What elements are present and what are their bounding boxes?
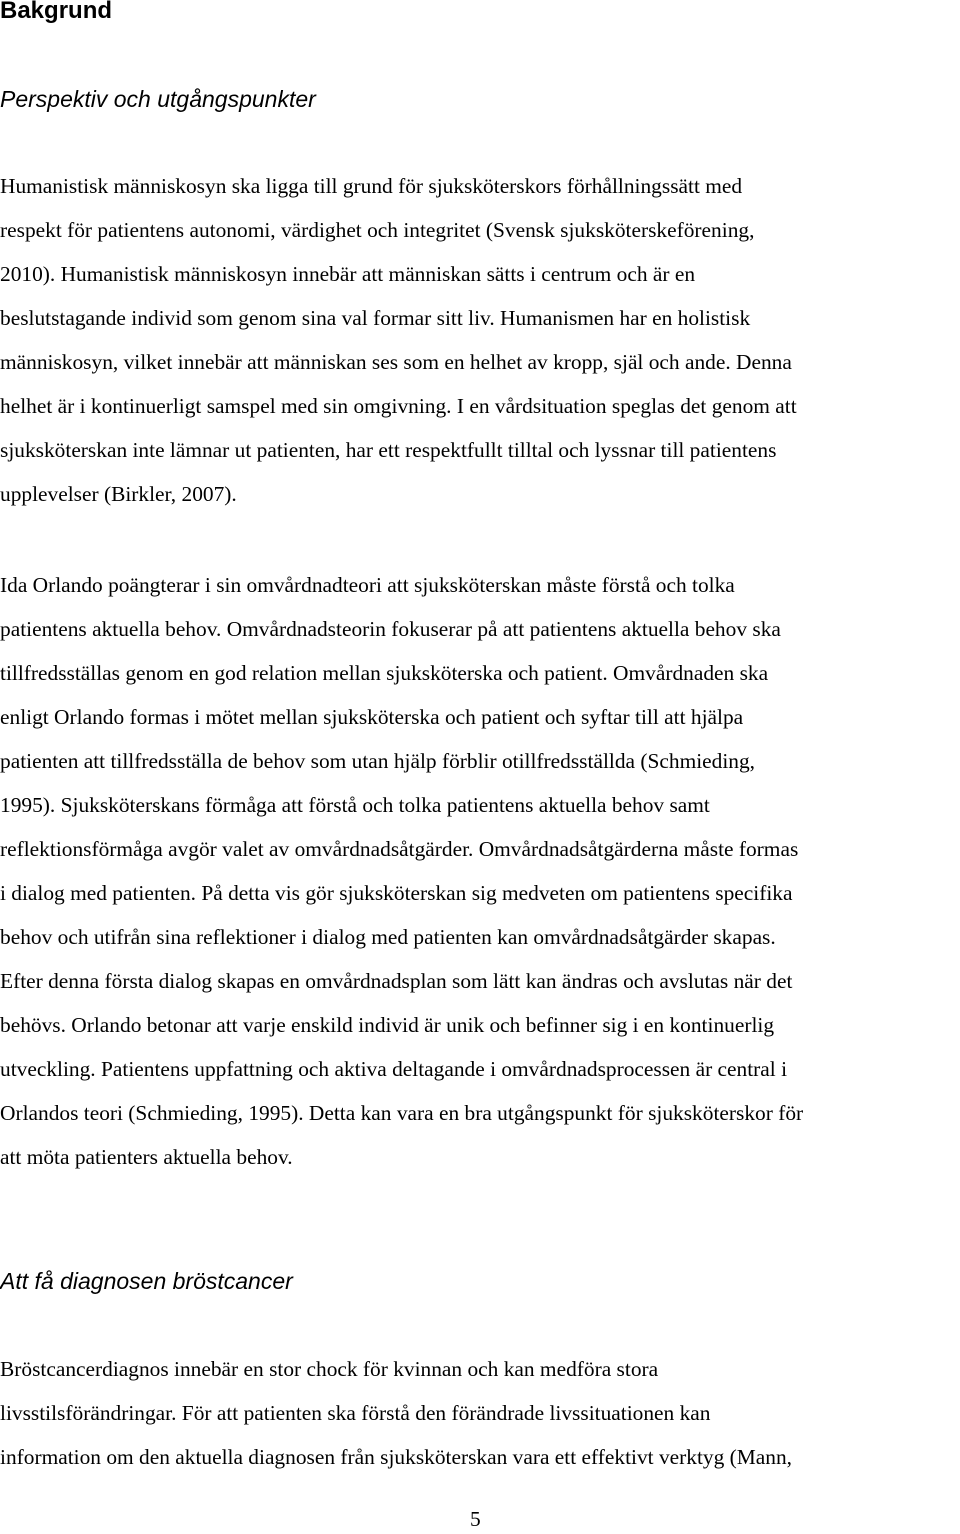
text-line: enligt Orlando formas i mötet mellan sjuksköterska och patient och syftar till att hjälpa (0, 705, 744, 729)
text-line: respekt för patientens autonomi, värdighet och integritet (Svensk sjuksköterskeförening, (0, 218, 755, 242)
text-line: information om den aktuella diagnosen från sjuksköterskan vara ett effektivt verktyg (Mann, (0, 1445, 793, 1469)
text-line: helhet är i kontinuerligt samspel med sin omgivning. I en vårdsituation speglas det genom att (0, 394, 797, 418)
text-line: sjuksköterskan inte lämnar ut patienten, har ett respektfullt tilltal och lyssnar till patientens (0, 438, 777, 462)
text-line: behov och utifrån sina reflektioner i dialog med patienten kan omvårdnadsåtgärder skapas. (0, 925, 776, 949)
text-line: Bröstcancerdiagnos innebär en stor chock för kvinnan och kan medföra stora (0, 1357, 659, 1381)
page-number: 5 (470, 1507, 481, 1531)
section-heading-perspektiv: Perspektiv och utgångspunkter (0, 86, 316, 112)
text-line: behövs. Orlando betonar att varje enskild individ är unik och befinner sig i en kontinuerlig (0, 1013, 775, 1037)
text-line: reflektionsförmåga avgör valet av omvårdnadsåtgärder. Omvårdnadsåtgärderna måste formas (0, 837, 799, 861)
text-line: Efter denna första dialog skapas en omvårdnadsplan som lätt kan ändras och avslutas när det (0, 969, 793, 993)
text-line: Humanistisk människosyn ska ligga till grund för sjuksköterskors förhållningssätt med (0, 174, 743, 198)
text-line: tillfredsställas genom en god relation mellan sjuksköterska och patient. Omvårdnaden ska (0, 661, 769, 685)
paragraph-humanistisk-manniskosyn (0, 164, 960, 516)
text-line: Orlandos teori (Schmieding, 1995). Detta kan vara en bra utgångspunkt för sjuksköterskor för (0, 1101, 804, 1125)
paragraph-orlando-omvardnadsteori (0, 563, 960, 1179)
text-line: Ida Orlando poängterar i sin omvårdnadteori att sjuksköterskan måste förstå och tolka (0, 573, 735, 597)
paragraph-brostcancerdiagnos (0, 1347, 960, 1479)
page-heading: Bakgrund (0, 0, 113, 24)
text-line: livsstilsförändringar. För att patienten ska förstå den förändrade livssituationen kan (0, 1401, 711, 1425)
text-line: beslutstagande individ som genom sina val formar sitt liv. Humanismen har en holistisk (0, 306, 751, 330)
section-heading-diagnos: Att få diagnosen bröstcancer (0, 1268, 293, 1294)
text-line: utveckling. Patientens uppfattning och aktiva deltagande i omvårdnadsprocessen är central i (0, 1057, 788, 1081)
text-line: 2010). Humanistisk människosyn innebär att människan sätts i centrum och är en (0, 262, 696, 286)
text-line: patientens aktuella behov. Omvårdnadsteorin fokuserar på att patientens aktuella behov ska (0, 617, 781, 641)
text-line: människosyn, vilket innebär att människan ses som en helhet av kropp, själ och ande. Denna (0, 350, 792, 374)
text-line: i dialog med patienten. På detta vis gör sjuksköterskan sig medveten om patientens specifika (0, 881, 793, 905)
text-line: att möta patienters aktuella behov. (0, 1145, 293, 1169)
text-line: 1995). Sjuksköterskans förmåga att förstå och tolka patientens aktuella behov samt (0, 793, 710, 817)
text-line: patienten att tillfredsställa de behov som utan hjälp förblir otillfredsställda (Schmieding, (0, 749, 756, 773)
text-line: upplevelser (Birkler, 2007). (0, 482, 237, 506)
